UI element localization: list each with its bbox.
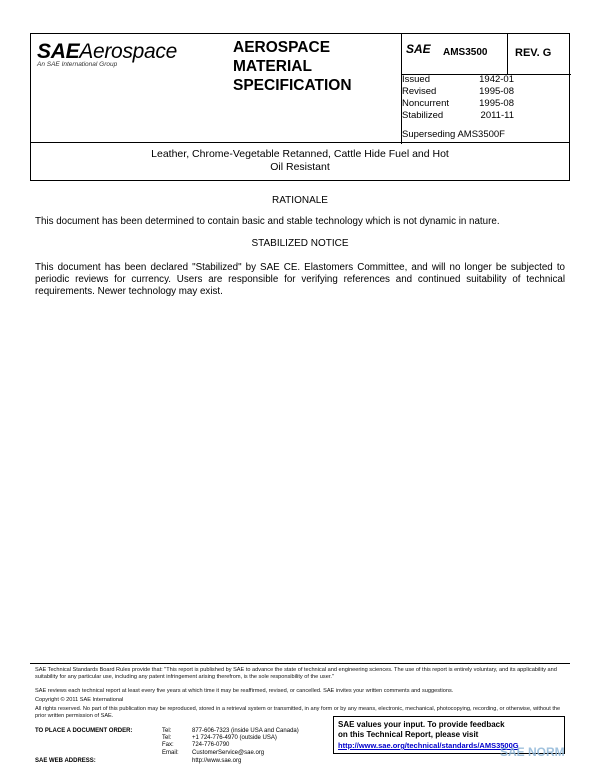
revision-label: REV. G (515, 47, 552, 59)
document-type: AEROSPACE MATERIAL SPECIFICATION (233, 39, 352, 94)
stabilized-heading: STABILIZED NOTICE (251, 238, 349, 249)
logo-subtitle: An SAE International Group (37, 61, 118, 68)
website-link[interactable]: http://www.sae.org (192, 758, 242, 764)
header-divider (507, 34, 508, 74)
copyright-note: Copyright © 2011 SAE International (35, 697, 124, 703)
contact-value: 724-776-0790 (192, 742, 230, 748)
order-heading: TO PLACE A DOCUMENT ORDER: (35, 728, 133, 734)
email-link[interactable]: CustomerService@sae.org (192, 750, 265, 756)
document-number: AMS3500 (443, 47, 488, 58)
feedback-text: SAE values your input. To provide feedback (338, 720, 505, 729)
title-box (30, 143, 570, 181)
contact-label: Email: (162, 750, 179, 756)
date-row-stabilized: Stabilized 2011-11 (402, 110, 514, 121)
rationale-heading: RATIONALE (272, 195, 328, 206)
sae-mark: SAE (406, 42, 431, 56)
feedback-link[interactable]: http://www.sae.org/technical/standards/AMS3500G (338, 741, 519, 750)
contact-label: Tel: (162, 735, 172, 741)
contact-label: Fax: (162, 742, 174, 748)
document-title: Leather, Chrome-Vegetable Retanned, Cattle Hide Fuel and Hot Oil Resistant (151, 148, 449, 173)
policy-note: SAE Technical Standards Board Rules provide that: "This report is published by SAE to advance the state of technical and engineering sciences. The use of this report is entirely voluntary, and its applicability and suitability for any particular use, including any patent infringement arising therefrom, is the sole responsibility of the user." (35, 667, 557, 680)
date-row-issued: Issued 1942-01 (402, 74, 514, 85)
date-row-noncurrent: Noncurrent 1995-08 (402, 98, 514, 109)
contact-value: 877-606-7323 (inside USA and Canada) (192, 728, 299, 734)
contact-label: Tel: (162, 728, 172, 734)
sae-aerospace-logo: SAEAerospace (37, 40, 177, 63)
rights-note: All rights reserved. No part of this publication may be reproduced, stored in a retrieval system or transmitted, in any form or by any means, electronic, mechanical, photocopying, recording, or otherwise, without the prior written permission of SAE. (35, 706, 561, 719)
web-heading: SAE WEB ADDRESS: (35, 758, 96, 764)
doc-number-cell (401, 34, 507, 74)
contact-value: +1 724-776-4970 (outside USA) (192, 735, 277, 741)
stabilized-text: This document has been declared "Stabilized" by SAE CE. Elastomers Committee, and will no longer be subjected to periodic reviews for currency. Users are responsible for verifying references and continued suitability of technical requirements. Newer technology may exist. (35, 262, 565, 297)
watermark: SAE NORM (500, 745, 565, 759)
superseding-note: Superseding AMS3500F (402, 129, 505, 140)
feedback-text: on this Technical Report, please visit (338, 730, 479, 739)
review-note: SAE reviews each technical report at least every five years at which time it may be reaffirmed, revised, or cancelled. SAE invites your written comments and suggestions. (35, 688, 454, 694)
footer-divider (30, 663, 570, 664)
rationale-text: This document has been determined to contain basic and stable technology which is not dynamic in nature. (35, 216, 500, 227)
date-row-revised: Revised 1995-08 (402, 86, 514, 97)
